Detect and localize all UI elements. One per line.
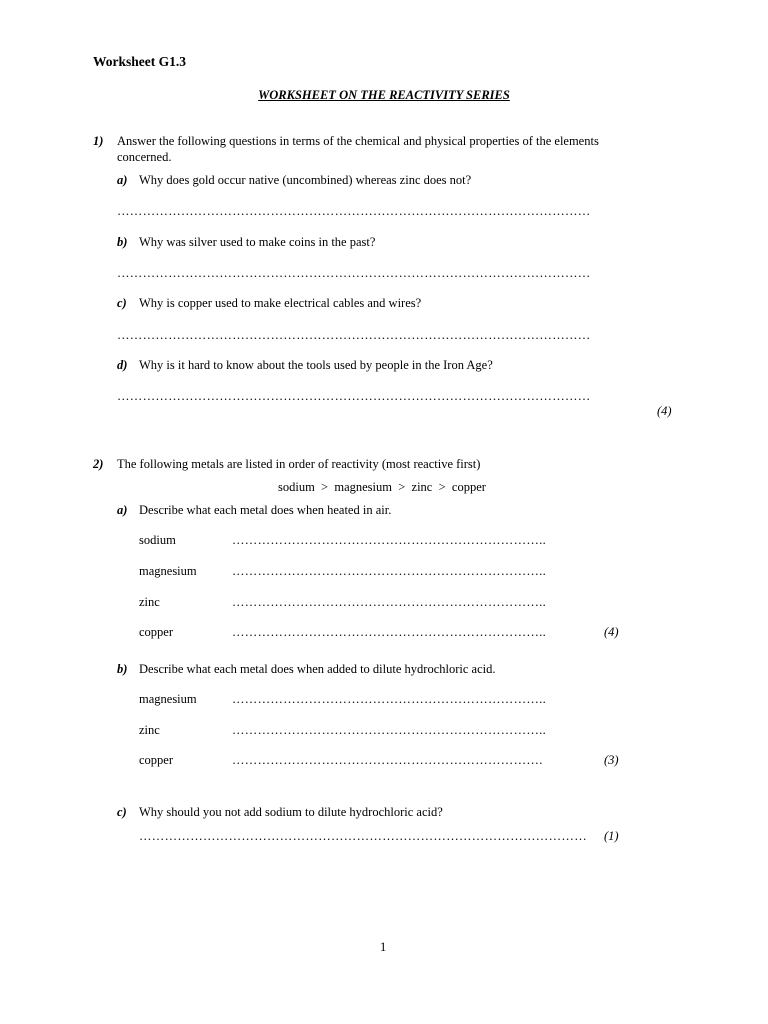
q2c-marks: (1)	[604, 829, 619, 843]
q1b-label: b)	[117, 235, 128, 249]
q2b-question: Describe what each metal does when added to dilute hydrochloric acid.	[139, 662, 496, 676]
q2b-metal-copper: copper	[139, 753, 174, 767]
q1d-question: Why is it hard to know about the tools used by people in the Iron Age?	[139, 358, 493, 372]
q2a-answer-copper[interactable]: ………………………………………………………………..	[232, 625, 547, 639]
q2c-answer-line[interactable]: ……………………………………………………………………………………………	[139, 829, 587, 843]
q2a-metal-copper: copper	[139, 625, 174, 639]
q1d-label: d)	[117, 358, 128, 372]
q1c-question: Why is copper used to make electrical cables and wires?	[139, 296, 422, 310]
q2a-answer-zinc[interactable]: ………………………………………………………………..	[232, 595, 547, 609]
q1c-answer-line[interactable]: …………………………………………………………………………………………………	[117, 328, 591, 342]
q1a-question: Why does gold occur native (uncombined) whereas zinc does not?	[139, 173, 472, 187]
q1a-answer-line[interactable]: …………………………………………………………………………………………………	[117, 204, 591, 218]
q1-marks: (4)	[657, 404, 672, 418]
q2b-metal-zinc: zinc	[139, 723, 160, 737]
q2a-question: Describe what each metal does when heated in air.	[139, 503, 392, 517]
q2a-metal-magnesium: magnesium	[139, 564, 197, 578]
q2a-answer-magnesium[interactable]: ………………………………………………………………..	[232, 564, 547, 578]
q2c-question: Why should you not add sodium to dilute hydrochloric acid?	[139, 805, 443, 819]
q2a-metal-sodium: sodium	[139, 533, 176, 547]
q2b-label: b)	[117, 662, 128, 676]
q2c-label: c)	[117, 805, 127, 819]
q1-intro-line2: concerned.	[117, 150, 172, 164]
q1-intro-line1: Answer the following questions in terms of the chemical and physical properties of the elements	[117, 134, 599, 148]
q1d-answer-line[interactable]: …………………………………………………………………………………………………	[117, 389, 591, 403]
page-title: WORKSHEET ON THE REACTIVITY SERIES	[258, 88, 510, 102]
q2-intro: The following metals are listed in order of reactivity (most reactive first)	[117, 457, 481, 471]
q2b-marks: (3)	[604, 753, 619, 767]
q1a-label: a)	[117, 173, 128, 187]
q2a-marks: (4)	[604, 625, 619, 639]
q2b-metal-magnesium: magnesium	[139, 692, 197, 706]
worksheet-id: Worksheet G1.3	[93, 54, 186, 69]
q2a-metal-zinc: zinc	[139, 595, 160, 609]
q2a-answer-sodium[interactable]: ………………………………………………………………..	[232, 533, 547, 547]
q1-number: 1)	[93, 134, 104, 148]
q2-number: 2)	[93, 457, 104, 471]
q1b-question: Why was silver used to make coins in the past?	[139, 235, 376, 249]
q1b-answer-line[interactable]: …………………………………………………………………………………………………	[117, 266, 591, 280]
q2b-answer-magnesium[interactable]: ………………………………………………………………..	[232, 692, 547, 706]
q2b-answer-zinc[interactable]: ………………………………………………………………..	[232, 723, 547, 737]
reactivity-series: sodium > magnesium > zinc > copper	[278, 480, 486, 494]
page-number: 1	[380, 940, 387, 954]
q2a-label: a)	[117, 503, 128, 517]
q2b-answer-copper[interactable]: ……………………………………………………………….	[232, 753, 543, 767]
q1c-label: c)	[117, 296, 127, 310]
